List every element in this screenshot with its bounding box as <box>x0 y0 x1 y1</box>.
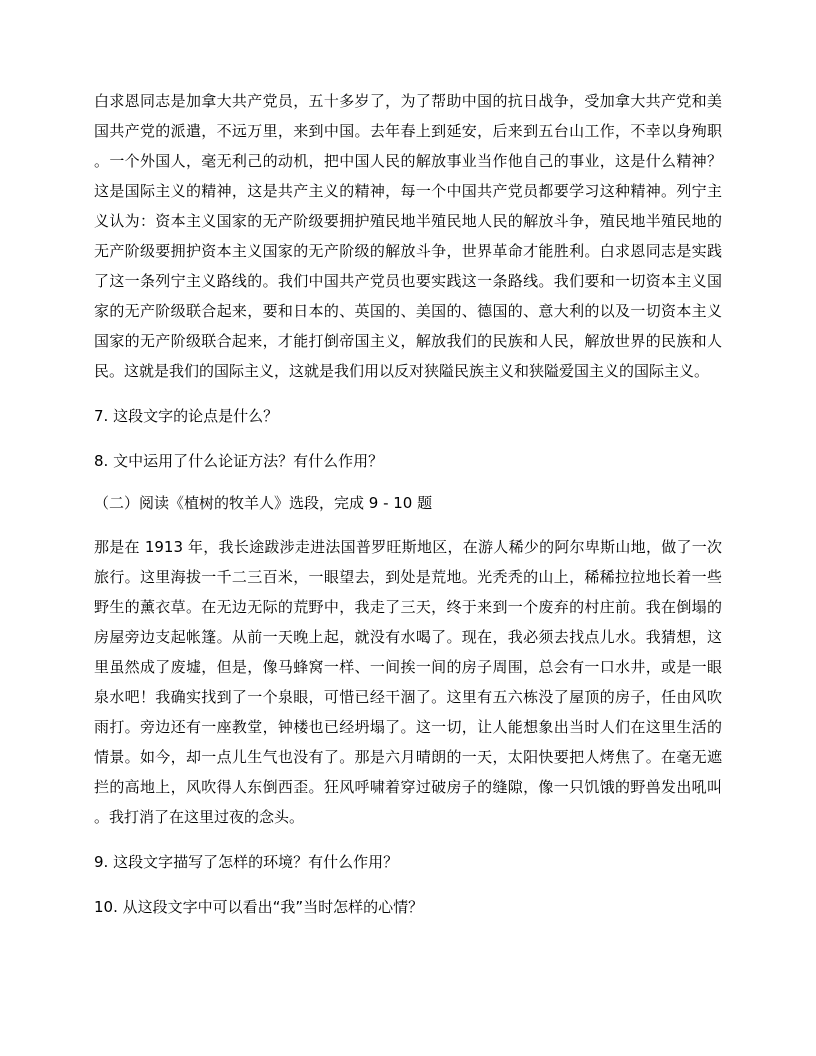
section-heading-2: （二）阅读《植树的牧羊人》选段，完成 9 - 10 题 <box>94 494 433 512</box>
question-10: 10. 从这段文字中可以看出“我”当时怎样的心情？ <box>94 898 424 916</box>
question-8: 8. 文中运用了什么论证方法？有什么作用？ <box>94 452 384 470</box>
question-9: 9. 这段文字描写了怎样的环境？有什么作用？ <box>94 853 399 871</box>
document-page <box>94 86 722 922</box>
passage-bethune: 白求恩同志是加拿大共产党员，五十多岁了，为了帮助中国的抗日战争，受加拿大共产党和美国共产党的派遣，不远万里，来到中国。去年春上到延安，后来到五台山工作，不幸以身殉职。一个外国人，毫无利己的动机，把中国人民的解放事业当作他自己的事业，这是什么精神？这是国际主义的精神，这是共产主义的精神，每一个中国共产党员都要学习这种精神。列宁主义认为：资本主义国家的无产阶级要拥护殖民地半殖民地人民的解放斗争，殖民地半殖民地的无产阶级要拥护资本主义国家的无产阶级的解放斗争，世界革命才能胜利。白求恩同志是实践了这一条列宁主义路线的。我们中国共产党员也要实践这一条路线。我们要和一切资本主义国家的无产阶级联合起来，要和日本的、英国的、美国的、德国的、意大利的以及一切资本主义国家的无产阶级联合起来，才能打倒帝国主义，解放我们的民族和人民，解放世界的民族和人民。这就是我们的国际主义，这就是我们用以反对狭隘民族主义和狭隘爱国主义的国际主义。 <box>94 92 722 380</box>
passage-shepherd: 那是在 1913 年，我长途跋涉走进法国普罗旺斯地区，在游人稀少的阿尔卑斯山地，做了一次旅行。这里海拔一千二三百米，一眼望去，到处是荒地。光秃秃的山上，稀稀拉拉地长着一些野生的薰衣草。在无边无际的荒野中，我走了三天，终于来到一个废弃的村庄前。我在倒塌的房屋旁边支起帐篷。从前一天晚上起，就没有水喝了。现在，我必须去找点儿水。我猜想，这里虽然成了废墟，但是，像马蜂窝一样、一间挨一间的房子周围，总会有一口水井，或是一眼泉水吧！我确实找到了一个泉眼，可惜已经干涸了。这里有五六栋没了屋顶的房子，任由风吹雨打。旁边还有一座教堂，钟楼也已经坍塌了。这一切，让人能想象出当时人们在这里生活的情景。如今，却一点儿生气也没有了。那是六月晴朗的一天，太阳快要把人烤焦了。在毫无遮拦的高地上，风吹得人东倒西歪。狂风呼啸着穿过破房子的缝隙，像一只饥饿的野兽发出吼叫。我打消了在这里过夜的念头。 <box>94 538 722 826</box>
question-7: 7. 这段文字的论点是什么？ <box>94 407 279 425</box>
